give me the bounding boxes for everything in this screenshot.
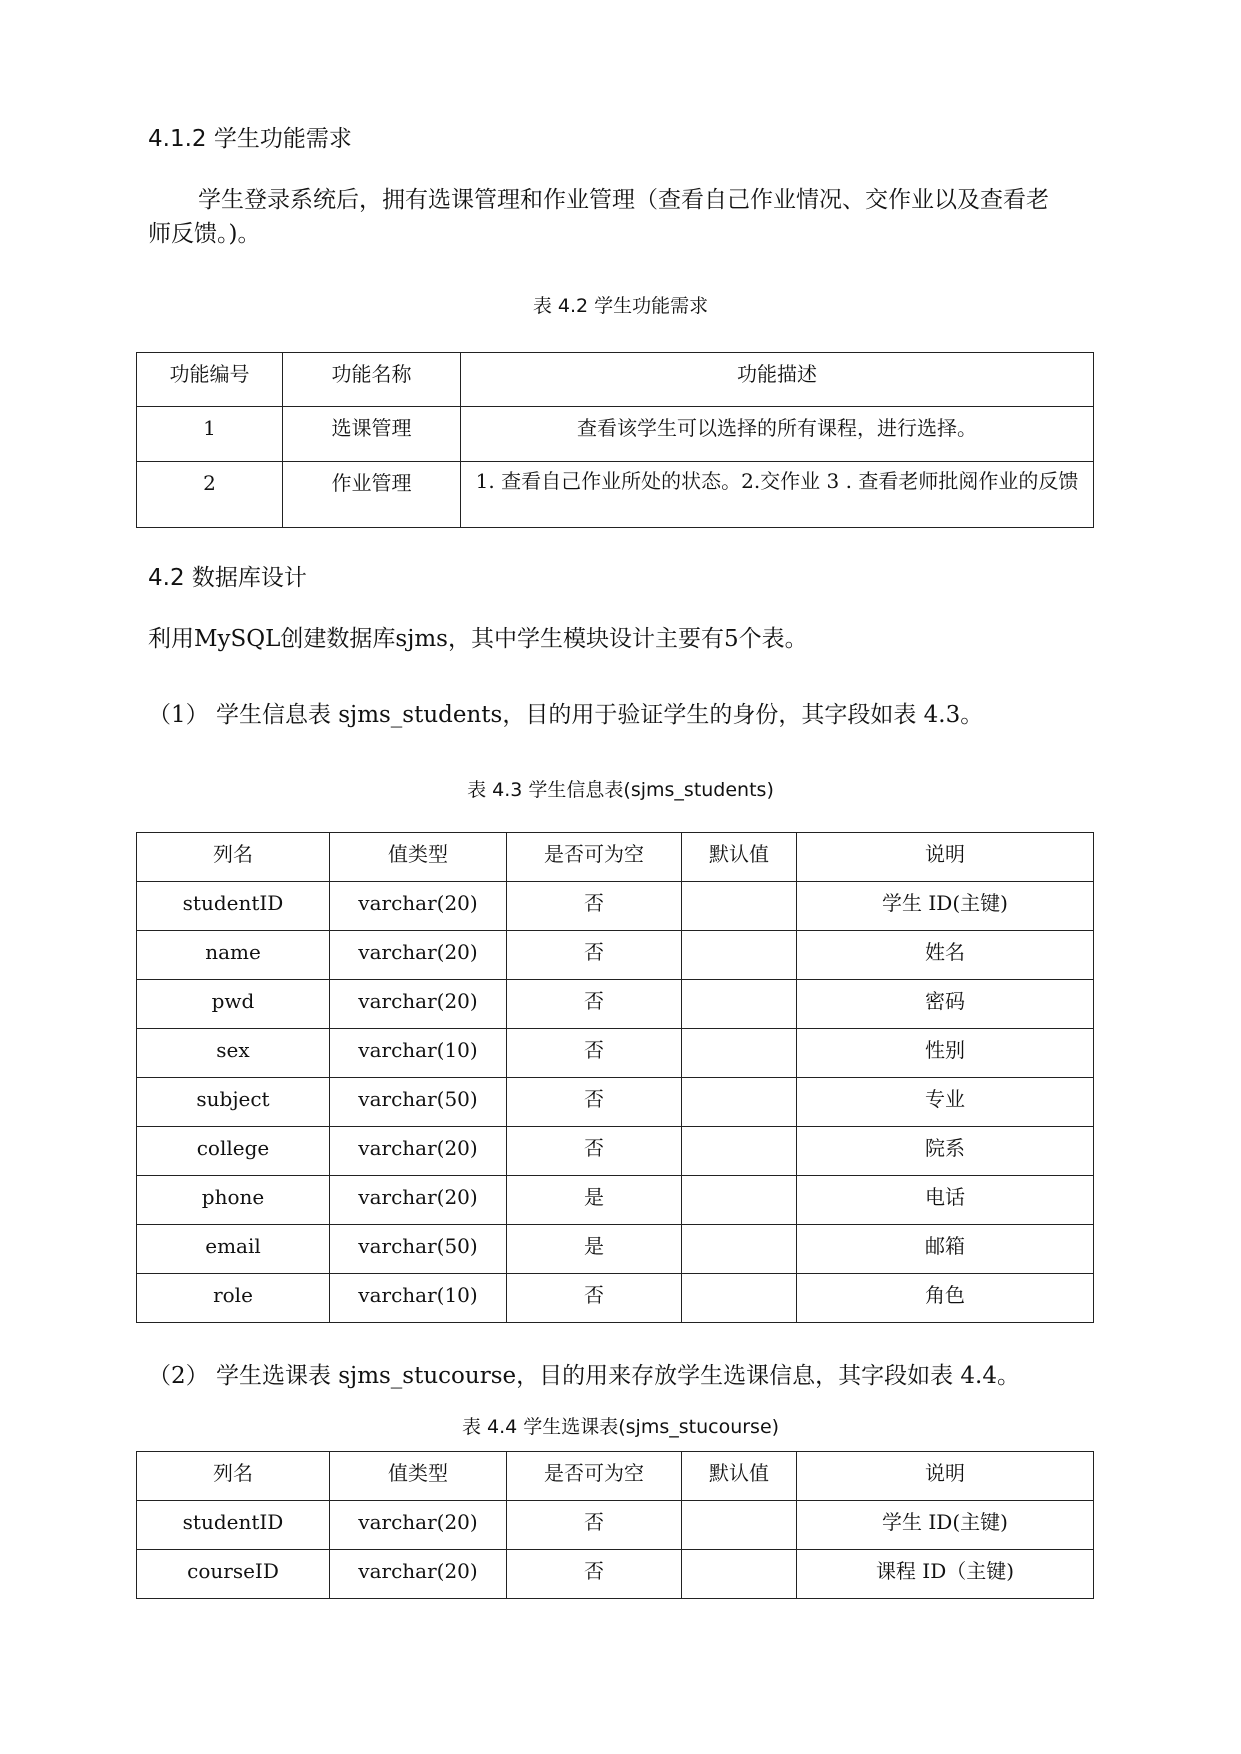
table-cell: role — [137, 1274, 330, 1323]
table-cell: 否 — [507, 1029, 682, 1078]
table-cell: college — [137, 1127, 330, 1176]
table-cell: email — [137, 1225, 330, 1274]
table-cell: 作业管理 — [283, 462, 461, 528]
header-cell: 值类型 — [330, 1452, 507, 1501]
table-cell: 否 — [507, 1127, 682, 1176]
table-row — [137, 882, 1094, 931]
table-row — [137, 462, 1094, 528]
table-cell: varchar(20) — [330, 1550, 507, 1599]
header-cell: 默认值 — [682, 1452, 797, 1501]
table-cell: varchar(20) — [330, 931, 507, 980]
table-cell: varchar(10) — [330, 1274, 507, 1323]
table-cell: varchar(20) — [330, 1127, 507, 1176]
table-cell: phone — [137, 1176, 330, 1225]
table-cell: 专业 — [797, 1078, 1094, 1127]
table-cell: pwd — [137, 980, 330, 1029]
table-cell: 否 — [507, 882, 682, 931]
table-cell: 2 — [137, 462, 283, 528]
table-cell — [682, 1274, 797, 1323]
table-cell: 学生 ID(主键) — [797, 882, 1094, 931]
intro-line-1: 学生登录系统后，拥有选课管理和作业管理（查看自己作业情况、交作业以及查看老 — [198, 187, 1049, 213]
header-cell: 列名 — [137, 833, 330, 882]
item-2-paragraph: （2） 学生选课表 sjms_stucourse，目的用来存放学生选课信息，其字段如表 4.4。 — [148, 1363, 1021, 1389]
table-cell: 否 — [507, 1550, 682, 1599]
table-cell — [682, 1029, 797, 1078]
table-cell: 否 — [507, 931, 682, 980]
student-info-table — [136, 832, 1094, 1323]
table-row — [137, 407, 1094, 462]
table-4-4-caption: 表 4.4 学生选课表(sjms_stucourse) — [461, 1416, 780, 1438]
table-cell: 否 — [507, 1274, 682, 1323]
table-cell: 选课管理 — [283, 407, 461, 462]
header-cell: 功能名称 — [283, 353, 461, 407]
table-row — [137, 980, 1094, 1029]
header-cell: 功能描述 — [461, 353, 1094, 407]
table-cell: varchar(20) — [330, 882, 507, 931]
header-cell: 值类型 — [330, 833, 507, 882]
intro-line-2: 师反馈。)。 — [148, 221, 261, 247]
table-cell — [682, 1176, 797, 1225]
table-cell: 是 — [507, 1225, 682, 1274]
table-cell: 电话 — [797, 1176, 1094, 1225]
table-cell: 学生 ID(主键) — [797, 1501, 1094, 1550]
table-row — [137, 1274, 1094, 1323]
table-cell: 1 — [137, 407, 283, 462]
table-row — [137, 1029, 1094, 1078]
table-4-3-caption: 表 4.3 学生信息表(sjms_students) — [467, 779, 774, 801]
table-cell: subject — [137, 1078, 330, 1127]
table-cell: 姓名 — [797, 931, 1094, 980]
header-cell: 是否可为空 — [507, 1452, 682, 1501]
intro-paragraph — [148, 183, 1128, 251]
student-course-table — [136, 1451, 1094, 1599]
table-row — [137, 1176, 1094, 1225]
table-cell — [682, 1127, 797, 1176]
table-cell: sex — [137, 1029, 330, 1078]
table-cell — [682, 1225, 797, 1274]
table-cell: varchar(20) — [330, 980, 507, 1029]
table-cell: varchar(20) — [330, 1176, 507, 1225]
table-cell: studentID — [137, 882, 330, 931]
table-cell: varchar(50) — [330, 1225, 507, 1274]
database-paragraph: 利用MySQL创建数据库sjms，其中学生模块设计主要有5个表。 — [148, 626, 808, 652]
section-heading-4-2: 4.2 数据库设计 — [148, 565, 307, 591]
table-cell: 性别 — [797, 1029, 1094, 1078]
table-cell: 角色 — [797, 1274, 1094, 1323]
table-row — [137, 1127, 1094, 1176]
header-cell: 默认值 — [682, 833, 797, 882]
table-cell — [682, 882, 797, 931]
table-row — [137, 1225, 1094, 1274]
header-cell: 说明 — [797, 833, 1094, 882]
table-cell: varchar(50) — [330, 1078, 507, 1127]
item-1-paragraph: （1） 学生信息表 sjms_students，目的用于验证学生的身份，其字段如表 4.3。 — [148, 702, 984, 728]
table-cell: 否 — [507, 1501, 682, 1550]
header-cell: 列名 — [137, 1452, 330, 1501]
table-header-row — [137, 353, 1094, 407]
table-cell: 查看该学生可以选择的所有课程，进行选择。 — [461, 407, 1094, 462]
table-cell: 邮箱 — [797, 1225, 1094, 1274]
table-cell: 否 — [507, 1078, 682, 1127]
header-cell: 说明 — [797, 1452, 1094, 1501]
section-heading-4-1-2: 4.1.2 学生功能需求 — [148, 126, 352, 152]
table-header-row — [137, 833, 1094, 882]
table-cell: 院系 — [797, 1127, 1094, 1176]
table-cell — [682, 931, 797, 980]
table-header-row — [137, 1452, 1094, 1501]
table-row — [137, 931, 1094, 980]
function-requirements-table — [136, 352, 1094, 528]
table-cell — [682, 1501, 797, 1550]
table-cell: 课程 ID（主键) — [797, 1550, 1094, 1599]
table-cell — [682, 1078, 797, 1127]
table-cell: 密码 — [797, 980, 1094, 1029]
table-cell: studentID — [137, 1501, 330, 1550]
table-cell — [682, 980, 797, 1029]
table-cell: courseID — [137, 1550, 330, 1599]
table-row — [137, 1550, 1094, 1599]
table-cell: 1. 查看自己作业所处的状态。2.交作业 3 . 查看老师批阅作业的反馈 — [461, 462, 1094, 528]
table-row — [137, 1501, 1094, 1550]
table-cell: 是 — [507, 1176, 682, 1225]
table-cell — [682, 1550, 797, 1599]
table-cell: name — [137, 931, 330, 980]
header-cell: 是否可为空 — [507, 833, 682, 882]
table-4-2-caption: 表 4.2 学生功能需求 — [532, 295, 709, 317]
table-cell: 否 — [507, 980, 682, 1029]
table-row — [137, 1078, 1094, 1127]
header-cell: 功能编号 — [137, 353, 283, 407]
table-cell: varchar(20) — [330, 1501, 507, 1550]
table-cell: varchar(10) — [330, 1029, 507, 1078]
